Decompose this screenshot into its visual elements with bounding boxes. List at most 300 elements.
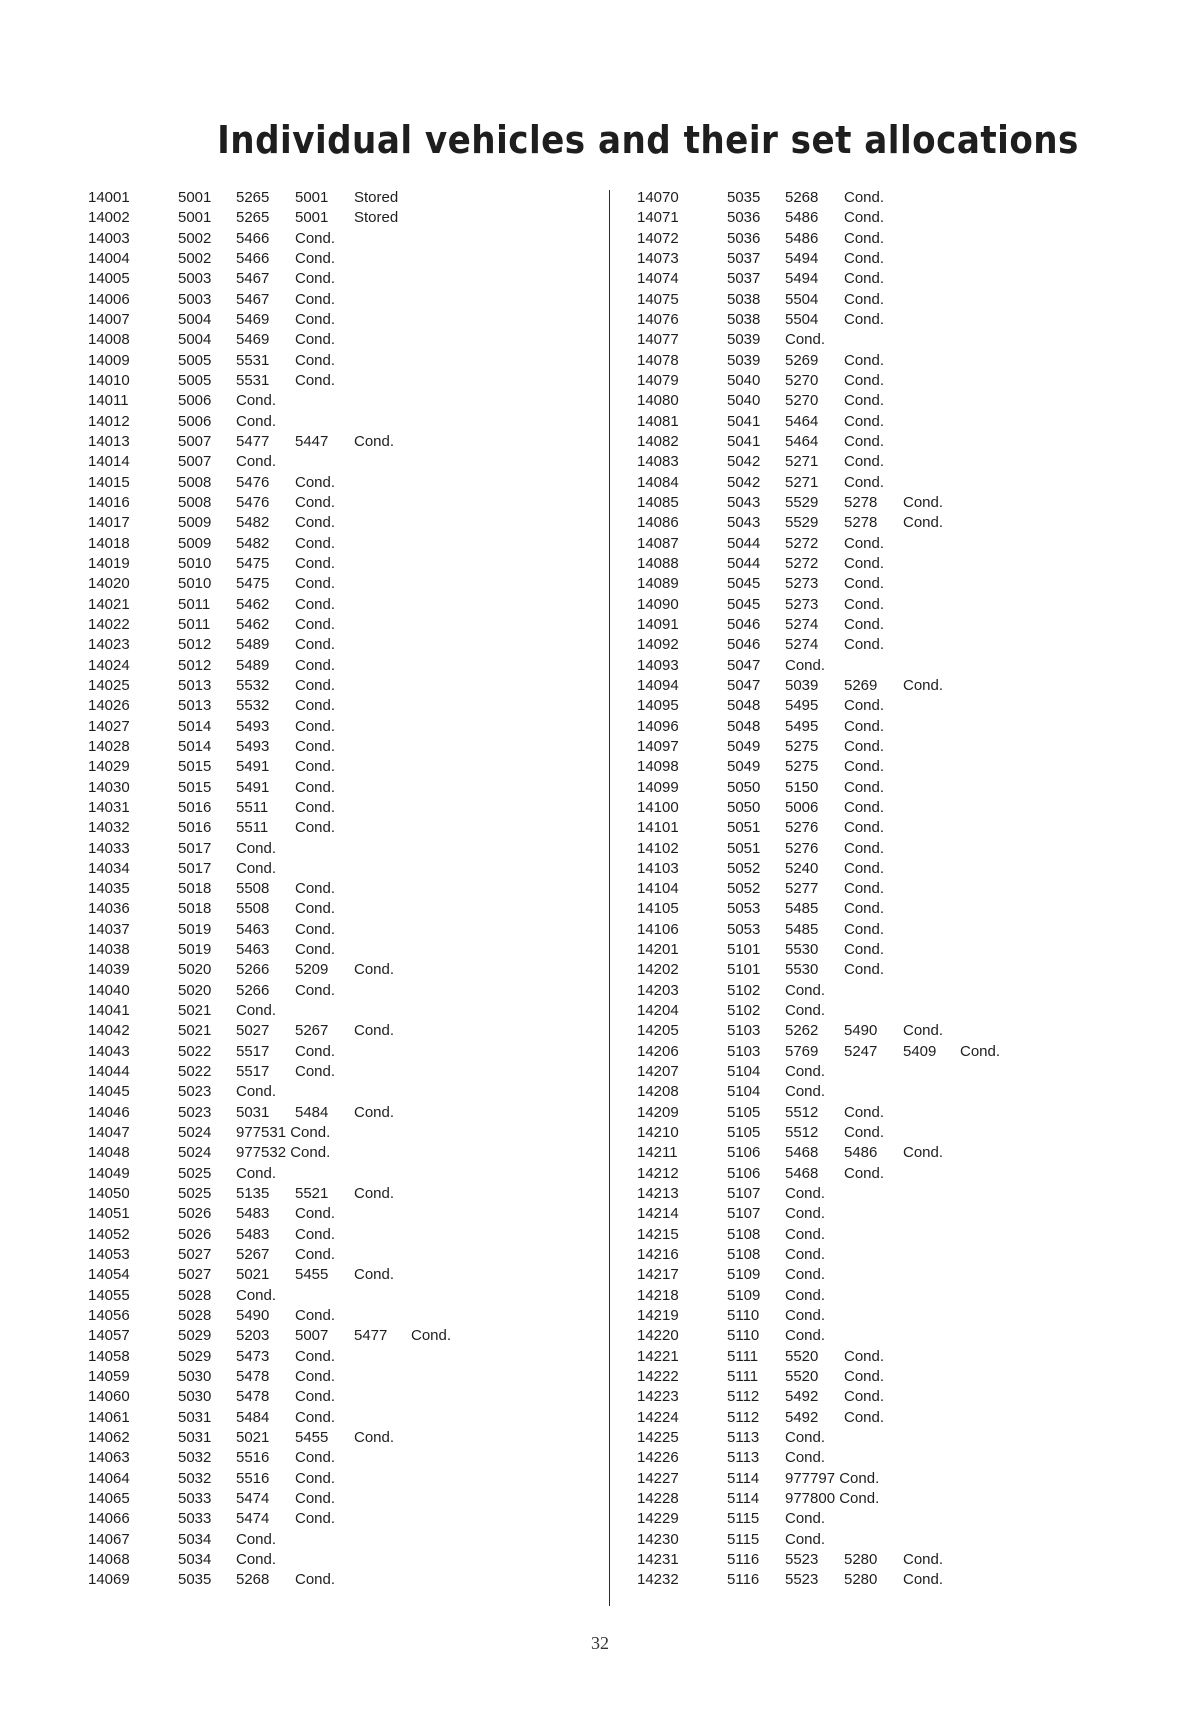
- vehicle-row: [637, 737, 1077, 757]
- set-allocation: Cond.: [785, 1266, 826, 1284]
- vehicle-row: [88, 330, 528, 350]
- vehicle-number: 14050: [88, 1185, 130, 1203]
- set-allocation: 5531: [236, 351, 270, 369]
- set-allocation: Cond.: [295, 1469, 336, 1487]
- set-allocation: Cond.: [844, 1347, 885, 1365]
- set-allocation: Cond.: [295, 514, 336, 532]
- vehicle-number: 14094: [637, 676, 679, 694]
- set-allocation: 5044: [727, 534, 761, 552]
- set-allocation: Cond.: [295, 229, 336, 247]
- set-allocation: 5475: [236, 575, 270, 593]
- set-allocation: 5021: [178, 1002, 212, 1020]
- vehicle-row: [88, 188, 528, 208]
- set-allocation: 5009: [178, 514, 212, 532]
- vehicle-row: [637, 981, 1077, 1001]
- vehicle-number: 14086: [637, 514, 679, 532]
- vehicle-number: 14055: [88, 1286, 130, 1304]
- set-allocation: 5490: [844, 1022, 878, 1040]
- vehicle-row: [637, 493, 1077, 513]
- set-allocation: Cond.: [295, 636, 336, 654]
- set-allocation: Cond.: [844, 920, 885, 938]
- set-allocation: 5272: [785, 554, 819, 572]
- vehicle-row: [88, 615, 528, 635]
- set-allocation: 5016: [178, 819, 212, 837]
- set-allocation: 5274: [785, 636, 819, 654]
- set-allocation: Cond.: [903, 1022, 944, 1040]
- vehicle-row: [637, 473, 1077, 493]
- set-allocation: Cond.: [785, 1307, 826, 1325]
- vehicle-row: [88, 1082, 528, 1102]
- set-allocation: 5466: [236, 249, 270, 267]
- set-allocation: Cond.: [903, 514, 944, 532]
- set-allocation: 5484: [236, 1408, 270, 1426]
- vehicle-number: 14003: [88, 229, 130, 247]
- vehicle-number: 14217: [637, 1266, 679, 1284]
- set-allocation: 5106: [727, 1164, 761, 1182]
- set-allocation: Cond.: [295, 351, 336, 369]
- set-allocation: 5021: [236, 1429, 270, 1447]
- vehicle-row: [637, 1448, 1077, 1468]
- vehicle-row: [637, 1062, 1077, 1082]
- set-allocation: 5113: [727, 1429, 760, 1447]
- vehicle-number: 14025: [88, 676, 130, 694]
- set-allocation: 5474: [236, 1510, 270, 1528]
- vehicle-number: 14219: [637, 1307, 679, 1325]
- set-allocation: 5003: [178, 290, 212, 308]
- vehicle-number: 14210: [637, 1124, 679, 1142]
- vehicle-row: [88, 656, 528, 676]
- vehicle-row: [637, 1347, 1077, 1367]
- vehicle-row: [88, 208, 528, 228]
- vehicle-row: [88, 432, 528, 452]
- left-vehicle-list: [88, 188, 528, 1591]
- set-allocation: Cond.: [295, 473, 336, 491]
- set-allocation: 5052: [727, 859, 761, 877]
- set-allocation: 5101: [727, 941, 761, 959]
- vehicle-number: 14022: [88, 615, 130, 633]
- vehicle-number: 14091: [637, 615, 679, 633]
- set-allocation: 5494: [785, 270, 819, 288]
- vehicle-row: [88, 351, 528, 371]
- set-allocation: 5008: [178, 473, 212, 491]
- vehicle-number: 14070: [637, 189, 679, 206]
- set-allocation: Cond.: [844, 270, 885, 288]
- vehicle-number: 14208: [637, 1083, 679, 1101]
- set-allocation: Cond.: [236, 453, 277, 471]
- vehicle-row: [637, 1042, 1077, 1062]
- vehicle-number: 14089: [637, 575, 679, 593]
- vehicle-row: [88, 371, 528, 391]
- vehicle-row: [88, 493, 528, 513]
- vehicle-row: [637, 391, 1077, 411]
- vehicle-row: [88, 940, 528, 960]
- set-allocation: 5033: [178, 1510, 212, 1528]
- set-allocation: 5016: [178, 798, 212, 816]
- vehicle-number: 14008: [88, 331, 130, 349]
- vehicle-number: 14002: [88, 209, 130, 227]
- vehicle-row: [637, 229, 1077, 249]
- set-allocation: Cond.: [295, 1347, 336, 1365]
- set-allocation: Cond.: [295, 1246, 336, 1264]
- set-allocation: Cond.: [295, 1368, 336, 1386]
- set-allocation: 5033: [178, 1490, 212, 1507]
- vehicle-row: [637, 1306, 1077, 1326]
- vehicle-number: 14035: [88, 880, 130, 898]
- set-allocation: 5112: [727, 1388, 760, 1406]
- set-allocation: 5019: [178, 920, 212, 938]
- vehicle-number: 14045: [88, 1083, 130, 1101]
- set-allocation: Cond.: [844, 534, 885, 552]
- vehicle-row: [637, 879, 1077, 899]
- vehicle-row: [637, 188, 1077, 208]
- vehicle-number: 14096: [637, 717, 679, 735]
- set-allocation: 5014: [178, 737, 212, 755]
- set-allocation: 5017: [178, 859, 212, 877]
- set-allocation: 5485: [785, 900, 819, 918]
- set-allocation: 5508: [236, 880, 270, 898]
- set-allocation: Cond.: [236, 1002, 277, 1020]
- vehicle-row: [637, 1001, 1077, 1021]
- vehicle-row: [88, 899, 528, 919]
- set-allocation: 5113: [727, 1449, 760, 1467]
- set-allocation: Cond.: [295, 717, 336, 735]
- set-allocation: 5024: [178, 1144, 212, 1162]
- set-allocation: 5002: [178, 249, 212, 267]
- vehicle-row: [88, 1286, 528, 1306]
- vehicle-number: 14232: [637, 1571, 679, 1589]
- vehicle-row: [637, 534, 1077, 554]
- set-allocation: 5042: [727, 453, 761, 471]
- set-allocation: Cond.: [785, 1002, 826, 1020]
- vehicle-number: 14048: [88, 1144, 130, 1162]
- set-allocation: 5492: [785, 1408, 819, 1426]
- set-allocation: 5493: [236, 737, 270, 755]
- vehicle-row: [637, 249, 1077, 269]
- set-allocation: Cond.: [785, 656, 826, 674]
- vehicle-row: [88, 778, 528, 798]
- set-allocation: 5053: [727, 900, 761, 918]
- set-allocation: 5469: [236, 331, 270, 349]
- vehicle-number: 14029: [88, 758, 130, 776]
- set-allocation: Cond.: [785, 1530, 826, 1548]
- set-allocation: 5037: [727, 249, 761, 267]
- set-allocation: 5108: [727, 1246, 761, 1264]
- vehicle-row: [88, 981, 528, 1001]
- vehicle-row: [637, 1469, 1077, 1489]
- set-allocation: Cond.: [411, 1327, 452, 1345]
- set-allocation: Cond.: [236, 1550, 277, 1568]
- vehicle-number: 14202: [637, 961, 679, 979]
- set-allocation: Cond.: [844, 737, 885, 755]
- set-allocation: Cond.: [844, 778, 885, 796]
- set-allocation: 5006: [178, 392, 212, 410]
- vehicle-row: [88, 554, 528, 574]
- vehicle-row: [637, 696, 1077, 716]
- set-allocation: 5001: [295, 209, 329, 227]
- vehicle-number: 14203: [637, 981, 679, 999]
- vehicle-number: 14102: [637, 839, 679, 857]
- set-allocation: 5269: [844, 676, 878, 694]
- set-allocation: 5007: [178, 432, 212, 450]
- vehicle-number: 14092: [637, 636, 679, 654]
- vehicle-number: 14098: [637, 758, 679, 776]
- set-allocation: 5489: [236, 656, 270, 674]
- vehicle-number: 14001: [88, 189, 130, 206]
- vehicle-number: 14018: [88, 534, 130, 552]
- set-allocation: 5045: [727, 575, 761, 593]
- vehicle-row: [88, 290, 528, 310]
- set-allocation: 5025: [178, 1185, 212, 1203]
- vehicle-number: 14072: [637, 229, 679, 247]
- vehicle-number: 14211: [637, 1144, 678, 1162]
- vehicle-number: 14033: [88, 839, 130, 857]
- vehicle-row: [637, 1326, 1077, 1346]
- vehicle-number: 14212: [637, 1164, 679, 1182]
- vehicle-number: 14100: [637, 798, 679, 816]
- column-divider: [609, 190, 610, 1606]
- vehicle-row: [88, 1184, 528, 1204]
- vehicle-number: 14225: [637, 1429, 679, 1447]
- set-allocation: 5039: [727, 351, 761, 369]
- set-allocation: 977531 Cond.: [236, 1124, 331, 1142]
- set-allocation: 5494: [785, 249, 819, 267]
- set-allocation: 5483: [236, 1225, 270, 1243]
- set-allocation: 5108: [727, 1225, 761, 1243]
- set-allocation: 5463: [236, 941, 270, 959]
- vehicle-row: [637, 1245, 1077, 1265]
- set-allocation: 5105: [727, 1103, 761, 1121]
- vehicle-number: 14078: [637, 351, 679, 369]
- set-allocation: 5030: [178, 1368, 212, 1386]
- set-allocation: 5050: [727, 798, 761, 816]
- set-allocation: Cond.: [844, 615, 885, 633]
- vehicle-row: [637, 595, 1077, 615]
- set-allocation: 5104: [727, 1083, 761, 1101]
- set-allocation: 5050: [727, 778, 761, 796]
- set-allocation: 5467: [236, 270, 270, 288]
- vehicle-number: 14024: [88, 656, 130, 674]
- set-allocation: 5478: [236, 1388, 270, 1406]
- vehicle-row: [637, 351, 1077, 371]
- set-allocation: 5464: [785, 432, 819, 450]
- set-allocation: 5530: [785, 961, 819, 979]
- set-allocation: Stored: [354, 189, 399, 206]
- set-allocation: 5102: [727, 1002, 761, 1020]
- set-allocation: 5516: [236, 1449, 270, 1467]
- vehicle-number: 14231: [637, 1550, 679, 1568]
- vehicle-row: [88, 574, 528, 594]
- vehicle-row: [637, 1367, 1077, 1387]
- set-allocation: 5484: [295, 1103, 329, 1121]
- vehicle-number: 14205: [637, 1022, 679, 1040]
- vehicle-number: 14081: [637, 412, 679, 430]
- set-allocation: 5203: [236, 1327, 270, 1345]
- set-allocation: 5520: [785, 1347, 819, 1365]
- set-allocation: 5011: [178, 595, 211, 613]
- vehicle-number: 14011: [88, 392, 129, 410]
- set-allocation: 5247: [844, 1042, 878, 1060]
- vehicle-row: [88, 737, 528, 757]
- vehicle-row: [637, 859, 1077, 879]
- set-allocation: 5106: [727, 1144, 761, 1162]
- vehicle-row: [637, 412, 1077, 432]
- set-allocation: 5111: [727, 1347, 759, 1365]
- set-allocation: 5103: [727, 1022, 761, 1040]
- vehicle-row: [88, 1530, 528, 1550]
- vehicle-number: 14058: [88, 1347, 130, 1365]
- vehicle-number: 14106: [637, 920, 679, 938]
- set-allocation: 5037: [727, 270, 761, 288]
- set-allocation: Cond.: [295, 1490, 336, 1507]
- vehicle-number: 14015: [88, 473, 130, 491]
- vehicle-row: [88, 534, 528, 554]
- set-allocation: 5051: [727, 819, 761, 837]
- set-allocation: 5024: [178, 1124, 212, 1142]
- vehicle-number: 14230: [637, 1530, 679, 1548]
- set-allocation: 5051: [727, 839, 761, 857]
- vehicle-number: 14023: [88, 636, 130, 654]
- vehicle-number: 14066: [88, 1510, 130, 1528]
- set-allocation: Cond.: [844, 229, 885, 247]
- set-allocation: 5004: [178, 331, 212, 349]
- set-allocation: 5040: [727, 392, 761, 410]
- set-allocation: Cond.: [236, 1083, 277, 1101]
- set-allocation: 5007: [178, 453, 212, 471]
- vehicle-row: [637, 1164, 1077, 1184]
- set-allocation: 5036: [727, 229, 761, 247]
- right-vehicle-list: [637, 188, 1077, 1591]
- set-allocation: 5025: [178, 1164, 212, 1182]
- set-allocation: Cond.: [295, 1307, 336, 1325]
- vehicle-row: [88, 229, 528, 249]
- set-allocation: 5504: [785, 290, 819, 308]
- vehicle-number: 14004: [88, 249, 130, 267]
- set-allocation: 5271: [785, 453, 819, 471]
- vehicle-number: 14046: [88, 1103, 130, 1121]
- set-allocation: Cond.: [295, 656, 336, 674]
- vehicle-row: [637, 208, 1077, 228]
- set-allocation: Cond.: [844, 941, 885, 959]
- vehicle-row: [88, 879, 528, 899]
- set-allocation: 5463: [236, 920, 270, 938]
- set-allocation: Cond.: [354, 961, 395, 979]
- vehicle-row: [88, 1225, 528, 1245]
- vehicle-number: 14034: [88, 859, 130, 877]
- vehicle-row: [88, 1103, 528, 1123]
- vehicle-row: [637, 574, 1077, 594]
- set-allocation: 5531: [236, 371, 270, 389]
- set-allocation: Cond.: [295, 758, 336, 776]
- set-allocation: 5269: [785, 351, 819, 369]
- vehicle-number: 14060: [88, 1388, 130, 1406]
- set-allocation: Cond.: [236, 839, 277, 857]
- set-allocation: Cond.: [295, 371, 336, 389]
- set-allocation: 5107: [727, 1205, 761, 1223]
- set-allocation: 5102: [727, 981, 761, 999]
- set-allocation: 5036: [727, 209, 761, 227]
- vehicle-number: 14039: [88, 961, 130, 979]
- vehicle-row: [637, 1184, 1077, 1204]
- set-allocation: 5006: [785, 798, 819, 816]
- set-allocation: Cond.: [903, 1571, 944, 1589]
- set-allocation: 5052: [727, 880, 761, 898]
- set-allocation: Cond.: [785, 1225, 826, 1243]
- set-allocation: Cond.: [785, 1327, 826, 1345]
- set-allocation: 5014: [178, 717, 212, 735]
- set-allocation: 5520: [785, 1368, 819, 1386]
- set-allocation: Cond.: [236, 392, 277, 410]
- set-allocation: Cond.: [295, 1225, 336, 1243]
- vehicle-number: 14068: [88, 1550, 130, 1568]
- set-allocation: 5027: [236, 1022, 270, 1040]
- vehicle-number: 14216: [637, 1246, 679, 1264]
- set-allocation: Cond.: [295, 249, 336, 267]
- set-allocation: 5267: [295, 1022, 329, 1040]
- set-allocation: 5001: [295, 189, 329, 206]
- set-allocation: 5034: [178, 1550, 212, 1568]
- set-allocation: 5529: [785, 493, 819, 511]
- set-allocation: 5268: [785, 189, 819, 206]
- vehicle-row: [88, 1306, 528, 1326]
- vehicle-row: [637, 1387, 1077, 1407]
- set-allocation: Cond.: [785, 1246, 826, 1264]
- set-allocation: 5012: [178, 636, 212, 654]
- vehicle-number: 14012: [88, 412, 130, 430]
- set-allocation: 5462: [236, 615, 270, 633]
- set-allocation: 5114: [727, 1469, 760, 1487]
- set-allocation: 5115: [727, 1510, 760, 1528]
- vehicle-row: [637, 1082, 1077, 1102]
- set-allocation: 5110: [727, 1307, 760, 1325]
- set-allocation: 5020: [178, 961, 212, 979]
- vehicle-number: 14079: [637, 371, 679, 389]
- vehicle-number: 14088: [637, 554, 679, 572]
- set-allocation: 5010: [178, 554, 212, 572]
- vehicle-number: 14036: [88, 900, 130, 918]
- set-allocation: Cond.: [844, 595, 885, 613]
- vehicle-row: [88, 798, 528, 818]
- set-allocation: Cond.: [236, 412, 277, 430]
- set-allocation: 5041: [727, 432, 761, 450]
- set-allocation: Cond.: [295, 575, 336, 593]
- set-allocation: Cond.: [844, 1124, 885, 1142]
- vehicle-row: [88, 1448, 528, 1468]
- set-allocation: 5011: [178, 615, 211, 633]
- set-allocation: 5010: [178, 575, 212, 593]
- set-allocation: 5530: [785, 941, 819, 959]
- vehicle-row: [637, 615, 1077, 635]
- set-allocation: Cond.: [295, 493, 336, 511]
- set-allocation: 5017: [178, 839, 212, 857]
- set-allocation: 5031: [178, 1408, 212, 1426]
- set-allocation: 5030: [178, 1388, 212, 1406]
- set-allocation: 5517: [236, 1063, 270, 1081]
- vehicle-row: [637, 371, 1077, 391]
- set-allocation: Cond.: [785, 1449, 826, 1467]
- vehicle-row: [637, 1509, 1077, 1529]
- set-allocation: Cond.: [295, 1388, 336, 1406]
- set-allocation: Cond.: [354, 432, 395, 450]
- vehicle-number: 14071: [637, 209, 679, 227]
- set-allocation: Cond.: [295, 1571, 336, 1589]
- vehicle-row: [637, 1550, 1077, 1570]
- vehicle-number: 14076: [637, 310, 679, 328]
- vehicle-number: 14063: [88, 1449, 130, 1467]
- vehicle-number: 14064: [88, 1469, 130, 1487]
- vehicle-number: 14227: [637, 1469, 679, 1487]
- set-allocation: 5029: [178, 1347, 212, 1365]
- vehicle-number: 14043: [88, 1042, 130, 1060]
